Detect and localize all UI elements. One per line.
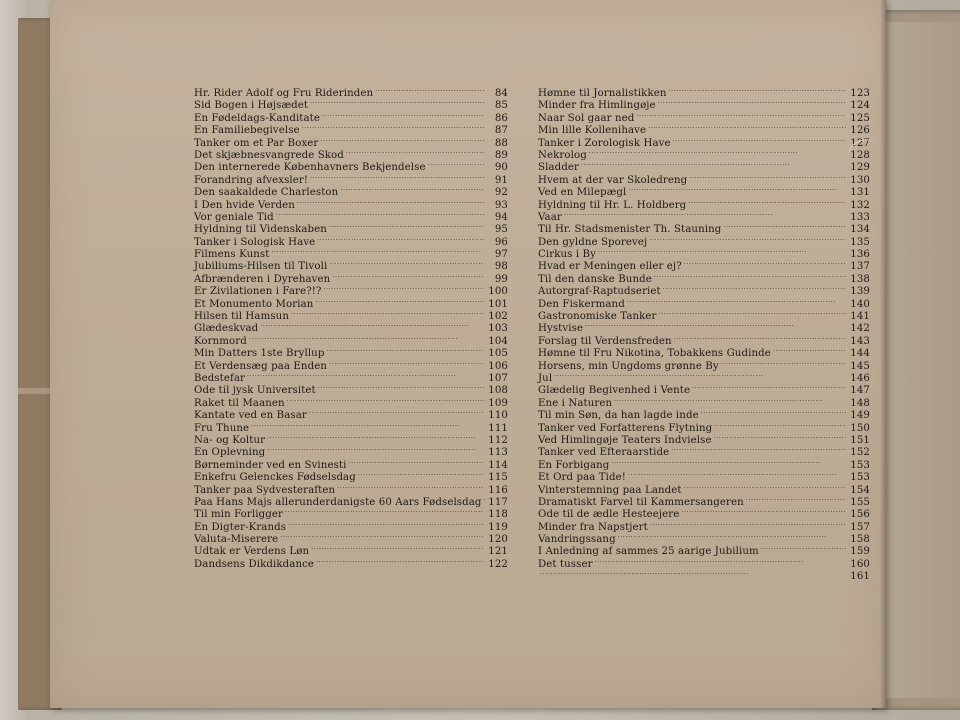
- entry-page-number: 118: [488, 509, 508, 521]
- entry-title: Minder fra Napstjert: [538, 521, 648, 533]
- entry-title: Børneminder ved en Svinesti: [194, 459, 347, 471]
- entry-title: Hystvise: [538, 323, 584, 335]
- dot-leader: [310, 96, 484, 108]
- entry-page-number: 153: [850, 472, 870, 484]
- entry-page-number: 156: [850, 509, 870, 521]
- entry-title: En Forbigang: [538, 459, 610, 471]
- dot-leader: [701, 406, 846, 418]
- dot-leader: [288, 518, 484, 530]
- entry-page-number: 153: [850, 459, 870, 471]
- dot-leader: [285, 505, 484, 517]
- dot-leader: [302, 121, 484, 133]
- entry-page-number: 110: [488, 410, 508, 422]
- entry-title: Vinterstemning paa Landet: [538, 484, 682, 496]
- entry-title: Hømne til Fru Nikotina, Tobakkens Gudinde: [538, 348, 771, 360]
- entry-page-number: 97: [494, 249, 508, 261]
- dot-leader: [428, 158, 484, 170]
- dot-leader: [322, 109, 484, 121]
- contents-entry: [538, 369, 870, 384]
- entry-title: Ved en Milepægl: [538, 187, 627, 199]
- entry-page-number: 114: [488, 459, 508, 471]
- entry-title: Bedstefar: [194, 372, 246, 384]
- entry-title: Autorgraf-Raptudseriet: [538, 286, 661, 298]
- entry-title: Et Ord paa Tide!: [538, 472, 626, 484]
- dot-leader: [329, 357, 484, 369]
- entry-title: Min Datters 1ste Bryllup: [194, 348, 325, 360]
- entry-title: Til min Søn, da han lagde inde: [538, 410, 699, 422]
- entry-page-number: 111: [488, 422, 508, 434]
- entry-page-number: 119: [488, 521, 508, 533]
- entry-page-number: 134: [850, 224, 870, 236]
- contents-entry: [538, 332, 870, 347]
- entry-page-number: 146: [850, 372, 870, 384]
- contents-column-left: [194, 84, 508, 570]
- entry-title: Hilsen til Hamsun: [194, 311, 289, 323]
- dot-leader: [721, 357, 846, 369]
- dot-leader: [689, 171, 846, 183]
- entry-title: Horsens, min Ungdoms grønne By: [538, 360, 719, 372]
- entry-page-number: 137: [850, 261, 870, 273]
- entry-page-number: 108: [488, 385, 508, 397]
- entry-title: Tanker i Sologisk Have: [194, 236, 316, 248]
- contents-entry: [194, 84, 508, 99]
- dot-leader: [310, 171, 484, 183]
- entry-page-number: 150: [850, 422, 870, 434]
- entry-title: Na- og Koltur: [194, 434, 266, 446]
- entry-page-number: 115: [488, 472, 508, 484]
- entry-page-number: 89: [494, 149, 508, 161]
- entry-page-number: 135: [850, 236, 870, 248]
- dot-leader: [540, 567, 846, 579]
- entry-title: Tanker ved Efteraarstide: [538, 447, 670, 459]
- entry-title: Tanker i Zorologisk Have: [538, 137, 671, 149]
- entry-title: Dandsens Dikdikdance: [194, 558, 315, 570]
- dot-leader: [714, 431, 846, 443]
- entry-page-number: 142: [850, 323, 870, 335]
- entry-title: Glædelig Begivenhed i Vente: [538, 385, 691, 397]
- dot-leader: [564, 208, 846, 220]
- entry-page-number: 149: [850, 410, 870, 422]
- dot-leader: [658, 96, 846, 108]
- entry-page-number: 98: [494, 261, 508, 273]
- entry-page-number: 95: [494, 224, 508, 236]
- entry-title: Hømne til Jornalistikken: [538, 88, 667, 99]
- dot-leader: [337, 481, 484, 493]
- dot-leader: [654, 270, 846, 282]
- entry-title: Den internerede Københavners Bekjendelse: [194, 162, 426, 174]
- entry-page-number: 85: [494, 100, 508, 112]
- entry-title: Hyldning til Videnskaben: [194, 224, 327, 236]
- dot-leader: [318, 381, 484, 393]
- entry-page-number: 120: [488, 534, 508, 546]
- dot-leader: [249, 332, 484, 344]
- entry-page-number: 160: [850, 558, 870, 570]
- entry-page-number: 151: [850, 434, 870, 446]
- dot-leader: [628, 183, 846, 195]
- entry-page-number: 106: [488, 360, 508, 372]
- dot-leader: [251, 419, 484, 431]
- entry-title: Kornmord: [194, 335, 247, 347]
- dot-leader: [688, 196, 846, 208]
- dot-leader: [276, 208, 484, 220]
- entry-title: Min lille Kollenihave: [538, 125, 647, 137]
- dot-leader: [329, 257, 484, 269]
- entry-page-number: 157: [850, 521, 870, 533]
- entry-page-number: 161: [850, 571, 870, 583]
- dot-leader: [773, 344, 846, 356]
- dot-leader: [611, 456, 846, 468]
- entry-page-number: 131: [850, 187, 870, 199]
- entry-page-number: 105: [488, 348, 508, 360]
- dot-leader: [761, 542, 846, 554]
- contents-entry: [538, 208, 870, 223]
- entry-page-number: 145: [850, 360, 870, 372]
- entry-page-number: 143: [850, 335, 870, 347]
- entry-page-number: 94: [494, 211, 508, 223]
- entry-title: Er Zivilationen i Fare?!?: [194, 286, 322, 298]
- dot-leader: [681, 505, 846, 517]
- dot-leader: [315, 295, 484, 307]
- entry-title: Afbrænderen i Dyrehaven: [194, 273, 331, 285]
- entry-title: Til min Forligger: [194, 509, 283, 521]
- entry-page-number: 159: [850, 546, 870, 558]
- entry-title: Naar Sol gaar ned: [538, 112, 635, 124]
- dot-leader: [358, 468, 484, 480]
- dot-leader: [311, 542, 484, 554]
- entry-title: Ene i Naturen: [538, 397, 613, 409]
- entry-page-number: 92: [494, 187, 508, 199]
- entry-page-number: 87: [494, 125, 508, 137]
- entry-page-number: 141: [850, 311, 870, 323]
- dot-leader: [326, 344, 484, 356]
- dot-leader: [723, 220, 846, 232]
- entry-title: Filmens Kunst: [194, 249, 270, 261]
- dot-leader: [271, 245, 484, 257]
- dot-leader: [589, 146, 846, 158]
- entry-page-number: 90: [494, 162, 508, 174]
- entry-page-number: 155: [850, 496, 870, 508]
- entry-title: Et Verdensæg paa Enden: [194, 360, 327, 372]
- entry-title: Dramatiskt Farvel til Kammersangeren: [538, 496, 744, 508]
- dot-leader: [684, 257, 846, 269]
- entry-title: Den saakaldede Charleston: [194, 187, 339, 199]
- entry-title: Den Fiskermand: [538, 298, 625, 310]
- entry-title: I Den hvide Verden: [194, 199, 295, 211]
- entry-title: Forslag til Verdensfreden: [538, 335, 672, 347]
- entry-page-number: 109: [488, 397, 508, 409]
- contents-entry: [538, 84, 870, 99]
- entry-title: Hvem at der var Skoledreng: [538, 174, 688, 186]
- entry-page-number: 132: [850, 199, 870, 211]
- entry-title: Den gyldne Sporevej: [538, 236, 648, 248]
- entry-title: Paa Hans Majs allerunderdanigste 60 Aars Fødselsdag: [194, 496, 482, 508]
- dot-leader: [627, 295, 846, 307]
- entry-page-number: 123: [850, 88, 870, 99]
- entry-page-number: 138: [850, 273, 870, 285]
- dot-leader: [714, 419, 846, 431]
- entry-page-number: 88: [494, 137, 508, 149]
- dot-leader: [663, 282, 846, 294]
- entry-title: Vandringssang: [538, 534, 616, 546]
- entry-page-number: 140: [850, 298, 870, 310]
- dot-leader: [267, 431, 484, 443]
- entry-title: Cirkus i By: [538, 249, 596, 261]
- entry-page-number: 99: [494, 273, 508, 285]
- entry-title: Tanker paa Sydvesteraften: [194, 484, 336, 496]
- entry-page-number: 96: [494, 236, 508, 248]
- contents-entry: [538, 220, 870, 236]
- entry-title: Tanker om et Par Boxer: [194, 137, 319, 149]
- entry-title: Nekrolog: [538, 149, 587, 161]
- entry-title: En Familiebegivelse: [194, 125, 300, 137]
- contents-column-right: [538, 84, 870, 583]
- entry-page-number: 139: [850, 286, 870, 298]
- dot-leader: [692, 381, 846, 393]
- dot-leader: [669, 84, 846, 96]
- dot-leader: [595, 555, 846, 567]
- contents-entry: [538, 158, 870, 174]
- dot-leader: [267, 443, 484, 455]
- entry-page-number: 124: [850, 100, 870, 112]
- dot-leader: [674, 332, 846, 344]
- dot-leader: [247, 369, 484, 381]
- entry-page-number: 121: [488, 546, 508, 558]
- contents-entry: [538, 567, 870, 583]
- dot-leader: [671, 443, 846, 455]
- entry-title: Tanker ved Forfatterens Flytning: [538, 422, 713, 434]
- entry-title: En Oplevning: [194, 447, 266, 459]
- entry-page-number: 93: [494, 199, 508, 211]
- entry-page-number: 91: [494, 174, 508, 186]
- entry-title: Sid Bogen i Højsædet: [194, 100, 309, 112]
- entry-page-number: 112: [488, 434, 508, 446]
- entry-page-number: 147: [850, 385, 870, 397]
- dot-leader: [348, 456, 484, 468]
- entry-title: En Digter-Krands: [194, 521, 287, 533]
- dot-leader: [291, 307, 484, 319]
- dot-leader: [585, 319, 846, 331]
- entry-title: Jul: [538, 372, 553, 384]
- contents-entry: [538, 319, 870, 335]
- entry-title: En Fødeldags-Kanditate: [194, 112, 320, 124]
- entry-title: Det tusser: [538, 558, 593, 570]
- entry-page-number: 101: [488, 298, 508, 310]
- dot-leader: [316, 555, 484, 567]
- entry-title: Fru Thune: [194, 422, 250, 434]
- dot-leader: [628, 468, 846, 480]
- entry-page-number: 158: [850, 534, 870, 546]
- entry-page-number: 126: [850, 125, 870, 137]
- entry-title: Sladder: [538, 162, 579, 174]
- entry-title: Udtak er Verdens Løn: [194, 546, 310, 558]
- dot-leader: [614, 394, 846, 406]
- dot-leader: [581, 158, 846, 170]
- entry-title: Vor geniale Tid: [194, 211, 274, 223]
- entry-page-number: 128: [850, 149, 870, 161]
- entry-page-number: 122: [488, 558, 508, 570]
- dot-leader: [323, 282, 484, 294]
- entry-page-number: 103: [488, 323, 508, 335]
- entry-page-number: 136: [850, 249, 870, 261]
- entry-title: Enkefru Gelenckes Fødselsdag: [194, 472, 356, 484]
- entry-page-number: 144: [850, 348, 870, 360]
- contents-page: [50, 0, 886, 708]
- entry-title: Ode til jysk Universitet: [194, 385, 316, 397]
- dot-leader: [309, 406, 484, 418]
- entry-page-number: 113: [488, 447, 508, 459]
- dot-leader: [684, 481, 846, 493]
- entry-page-number: 125: [850, 112, 870, 124]
- entry-title: Forandring afvexsler!: [194, 174, 309, 186]
- entry-page-number: 130: [850, 174, 870, 186]
- dot-leader: [280, 530, 484, 542]
- dot-leader: [260, 319, 484, 331]
- dot-leader: [317, 233, 484, 245]
- dot-leader: [375, 84, 484, 96]
- entry-title: Minder fra Himlingøje: [538, 100, 656, 112]
- dot-leader: [648, 121, 846, 133]
- dot-leader: [320, 134, 484, 146]
- entry-page-number: 133: [850, 211, 870, 223]
- entry-page-number: 152: [850, 447, 870, 459]
- dot-leader: [554, 369, 846, 381]
- entry-page-number: 86: [494, 112, 508, 124]
- entry-title: Hyldning til Hr. L. Holdberg: [538, 199, 687, 211]
- dot-leader: [329, 220, 484, 232]
- entry-page-number: 107: [488, 372, 508, 384]
- entry-page-number: 104: [488, 335, 508, 347]
- entry-title: Ved Himlingøje Teaters Indvielse: [538, 434, 712, 446]
- entry-title: Kantate ved en Basar: [194, 410, 307, 422]
- dot-leader: [297, 196, 484, 208]
- entry-title: Et Monumento Morian: [194, 298, 314, 310]
- entry-title: Jubiliums-Hilsen til Tivoli: [194, 261, 328, 273]
- entry-title: Til den danske Bunde: [538, 273, 652, 285]
- contents-entry: [538, 381, 870, 397]
- entry-title: Raket til Maanen: [194, 397, 285, 409]
- entry-page-number: 116: [488, 484, 508, 496]
- entry-page-number: 154: [850, 484, 870, 496]
- entry-title: Hvad er Meningen eller ej?: [538, 261, 682, 273]
- entry-title: Det skjæbnesvangrede Skod: [194, 149, 344, 161]
- dot-leader: [340, 183, 484, 195]
- entry-page-number: 127: [850, 137, 870, 149]
- dot-leader: [332, 270, 484, 282]
- entry-page-number: 84: [494, 88, 508, 99]
- entry-page-number: 102: [488, 311, 508, 323]
- entry-page-number: 117: [488, 496, 508, 508]
- entry-title: Ode til de ædle Hesteejere: [538, 509, 680, 521]
- dot-leader: [673, 134, 846, 146]
- entry-title: Glædeskvad: [194, 323, 259, 335]
- dot-leader: [649, 233, 846, 245]
- entry-title: Til Hr. Stadsmenister Th. Stauning: [538, 224, 722, 236]
- dot-leader: [650, 518, 846, 530]
- dot-leader: [598, 245, 846, 257]
- dot-leader: [746, 493, 846, 505]
- contents-entry: [538, 171, 870, 186]
- dot-leader: [618, 530, 846, 542]
- dot-leader: [287, 394, 484, 406]
- entry-title: Vaar: [538, 211, 562, 223]
- entry-page-number: 100: [488, 286, 508, 298]
- dot-leader: [346, 146, 484, 158]
- book-cover-inner: [884, 22, 960, 698]
- entry-title: Hr. Rider Adolf og Fru Riderinden: [194, 88, 374, 99]
- entry-title: Gastronomiske Tanker: [538, 311, 657, 323]
- entry-page-number: 148: [850, 397, 870, 409]
- entry-title: Valuta-Miserere: [194, 534, 279, 546]
- dot-leader: [659, 307, 846, 319]
- entry-title: I Anledning af sammes 25 aarige Jubilium: [538, 546, 759, 558]
- dot-leader: [636, 109, 846, 121]
- entry-page-number: 129: [850, 162, 870, 174]
